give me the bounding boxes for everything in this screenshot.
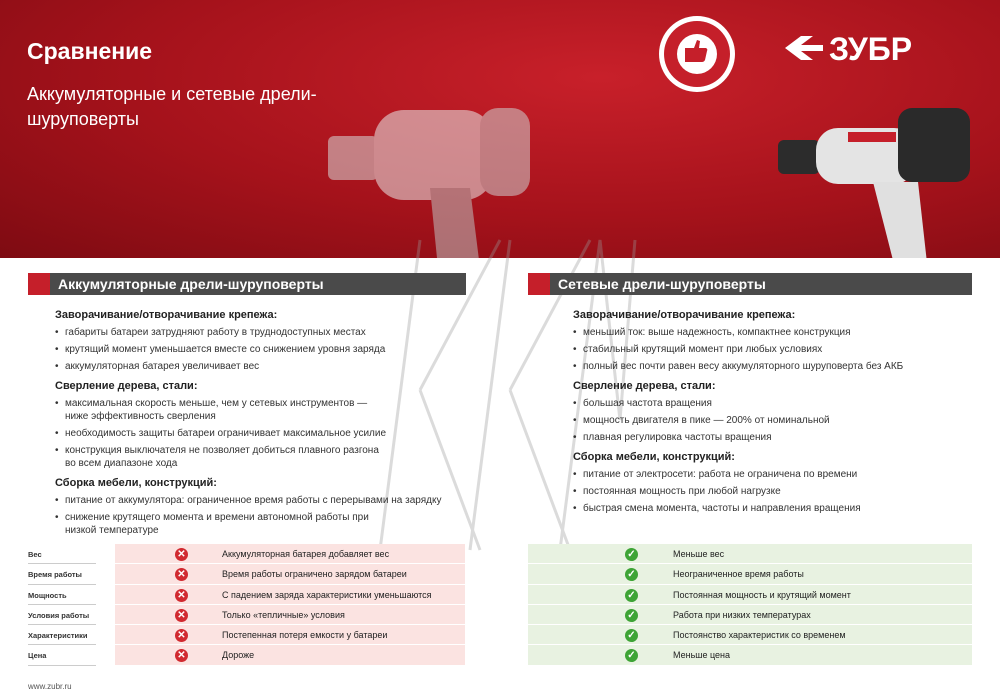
criterion-label: Вес [28, 544, 96, 564]
comparison-text: Дороже [222, 650, 255, 661]
zubr-logo [783, 30, 973, 66]
cross-circle-icon: ✕ [175, 629, 188, 642]
check-circle-icon: ✓ [625, 649, 638, 662]
page-title: Сравнение [27, 38, 153, 64]
criterion-label: Условия работы [28, 605, 96, 625]
check-circle-icon: ✓ [625, 568, 638, 581]
list-item: • необходимость защиты батареи ограничивает максимальное усилие [55, 427, 475, 440]
footer-url: www.zubr.ru [28, 682, 72, 691]
heading-accent [28, 273, 50, 295]
page-subtitle: Аккумуляторные и сетевые дрели-шуруповерты [27, 84, 317, 129]
list-item: • аккумуляторная батарея увеличивает вес [55, 360, 475, 373]
corded-details [573, 309, 973, 522]
list-item: • полный вес почти равен весу аккумуляторного шуруповерта без АКБ [573, 360, 973, 373]
cordless-heading-label: Аккумуляторные дрели-шуруповерты [58, 276, 324, 292]
criterion-label: Цена [28, 645, 96, 665]
table-row [528, 645, 972, 665]
list-item: • быстрая смена момента, частоты и направления вращения [573, 502, 973, 515]
criterion-label: Время работы [28, 564, 96, 584]
check-circle-icon: ✓ [625, 589, 638, 602]
list-item: • габариты батареи затрудняют работу в труднодоступных местах [55, 326, 475, 339]
comparison-text: Работа при низких температурах [673, 609, 811, 620]
svg-text:ЗУБР: ЗУБР [829, 31, 913, 66]
group-title: Сверление дерева, стали: [573, 380, 716, 392]
table-row [528, 605, 972, 625]
check-circle-icon: ✓ [625, 548, 638, 561]
list-item: • большая частота вращения [573, 397, 973, 410]
table-row [528, 564, 972, 584]
comparison-text: Аккумуляторная батарея добавляет вес [222, 549, 390, 559]
comparison-text: Постоянная мощность и крутящий момент [673, 589, 851, 600]
cordless-details [55, 309, 475, 544]
corded-comparison [528, 544, 972, 666]
best-of-best-badge [657, 14, 737, 94]
comparison-text: Постепенная потеря емкости у батареи [222, 630, 388, 641]
cross-circle-icon: ✕ [175, 589, 188, 602]
list-item: • конструкция выключателя не позволяет добиться плавного разгона во всем диапазоне хода [55, 444, 385, 470]
list-item: • постоянная мощность при любой нагрузке [573, 485, 973, 498]
comparison-labels [28, 544, 96, 666]
comparison-text: Меньше цена [673, 650, 731, 661]
table-row [115, 605, 465, 625]
group-title: Сборка мебели, конструкций: [573, 451, 735, 463]
check-circle-icon: ✓ [625, 629, 638, 642]
list-item: • меньший ток: выше надежность, компактнее конструкция [573, 326, 973, 339]
heading-accent [528, 273, 550, 295]
comparison-text: Время работы ограничено зарядом батареи [222, 569, 407, 580]
list-item: • снижение крутящего момента и времени автономной работы при низкой температуре [55, 511, 375, 537]
cordless-heading [28, 273, 466, 295]
corded-heading [528, 273, 972, 295]
comparison-text: С падением заряда характеристики уменьшаются [222, 589, 432, 600]
list-item: • мощность двигателя в пике — 200% от номинальной [573, 414, 973, 427]
list-item: • питание от аккумулятора: ограниченное время работы с перерывами на зарядку [55, 494, 475, 507]
cross-circle-icon: ✕ [175, 609, 188, 622]
comparison-text: Только «тепличные» условия [222, 609, 345, 620]
corded-drill-image [778, 92, 978, 258]
table-row [115, 544, 465, 564]
corded-heading-label: Сетевые дрели-шуруповерты [558, 276, 766, 292]
comparison-text: Неограниченное время работы [673, 569, 804, 580]
comparison-text: Меньше вес [673, 549, 725, 559]
cross-circle-icon: ✕ [175, 649, 188, 662]
table-row [528, 544, 972, 564]
criterion-label: Характеристики [28, 625, 96, 645]
list-item: • плавная регулировка частоты вращения [573, 431, 973, 444]
group-title: Заворачивание/отворачивание крепежа: [55, 309, 278, 321]
list-item: • максимальная скорость меньше, чем у сетевых инструментов — ниже эффективность сверления [55, 397, 385, 423]
cross-circle-icon: ✕ [175, 548, 188, 561]
group-title: Сборка мебели, конструкций: [55, 477, 217, 489]
criterion-label: Мощность [28, 585, 96, 605]
check-circle-icon: ✓ [625, 609, 638, 622]
table-row [528, 585, 972, 605]
hero-banner [0, 0, 1000, 258]
list-item: • питание от электросети: работа не ограничена по времени [573, 468, 973, 481]
table-row [115, 585, 465, 605]
group-title: Заворачивание/отворачивание крепежа: [573, 309, 796, 321]
table-row [115, 645, 465, 665]
cordless-comparison [115, 544, 465, 666]
cross-circle-icon: ✕ [175, 568, 188, 581]
cordless-drill-image [320, 48, 540, 258]
list-item: • стабильный крутящий момент при любых условиях [573, 343, 973, 356]
list-item: • крутящий момент уменьшается вместе со снижением уровня заряда [55, 343, 475, 356]
table-row [115, 625, 465, 645]
table-row [115, 564, 465, 584]
comparison-text: Постоянство характеристик со временем [673, 630, 846, 641]
table-row [528, 625, 972, 645]
group-title: Сверление дерева, стали: [55, 380, 198, 392]
